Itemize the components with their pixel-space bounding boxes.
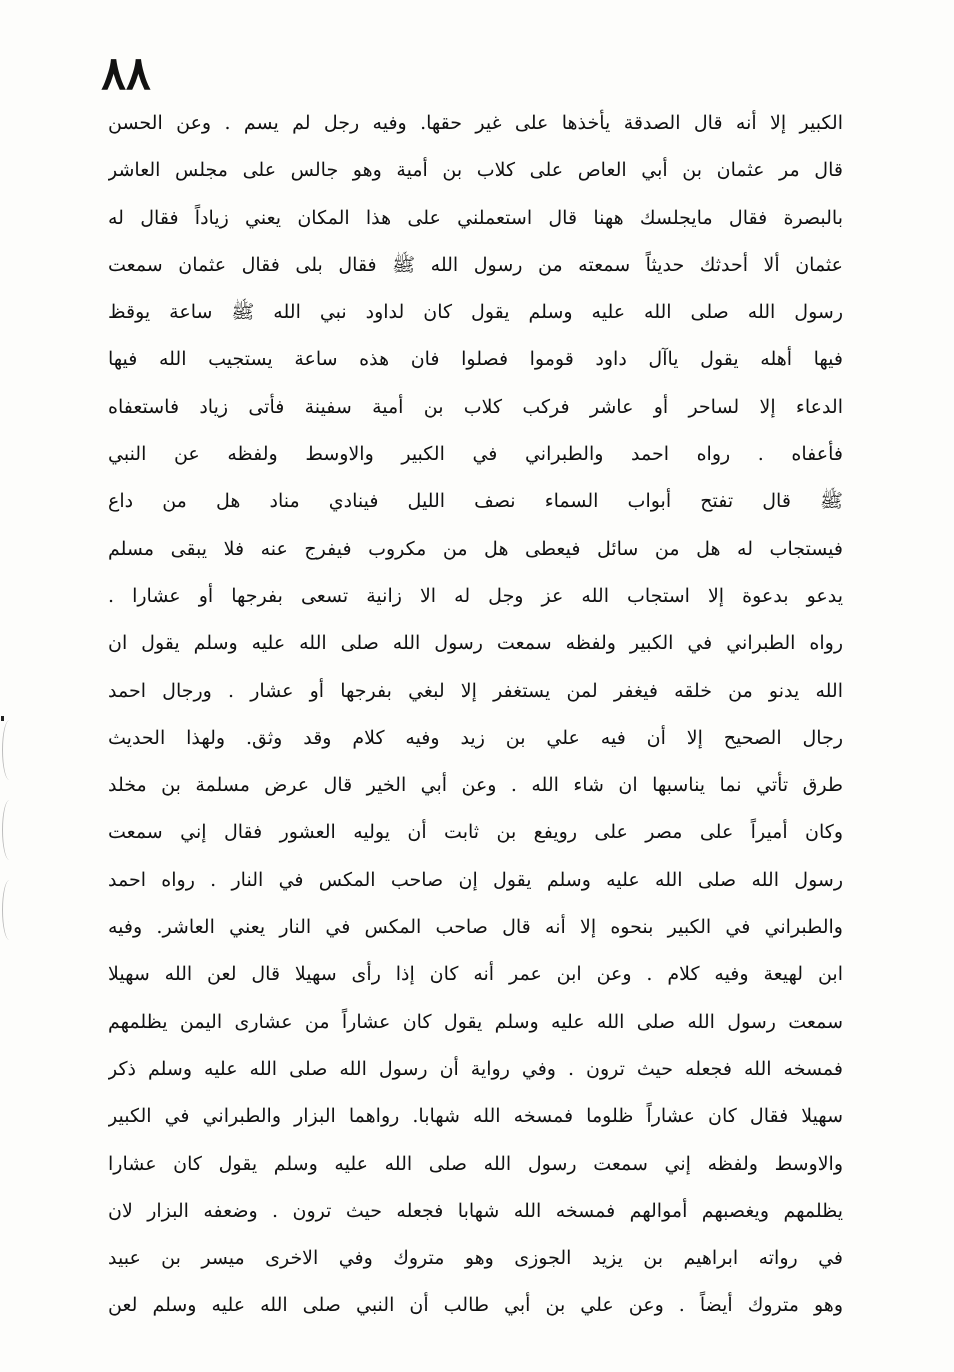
text-line: بالبصرة فقال مايجلسك ههنا قال استعملني على هذا المكان يعني زياداً فقال له: [108, 206, 843, 229]
text-line: فيها أهله يقول ياآل داود قوموا فصلوا فان هذه ساعة يستجيب الله فيها: [108, 348, 843, 371]
margin-stain: [2, 720, 17, 780]
text-line: سمعت رسول الله صلى الله عليه وسلم يقول كان عشاراً من عشارى اليمن يظلمهم: [108, 1010, 843, 1033]
text-line: فأعفاه . رواه احمد والطبراني في الكبير والاوسط ولفظه عن النبي: [108, 443, 843, 466]
text-line: والطبراني في الكبير بنحوه إلا أنه قال صاحب المكس في النار يعني العاشر. وفيه: [108, 916, 843, 939]
text-line: سهيلا فقال كان عشاراً ظلوما فمسخه الله شهابا. رواهما البزار والطبراني في الكبير: [108, 1105, 843, 1128]
text-line: ابن لهيعة وفيه كلام . وعن ابن عمر أنه كان إذا رأى سهيلا قال لعن الله سهيلا: [108, 963, 843, 986]
text-line: يظلمهم ويغصبهم أموالهم فمسخه الله شهابا فجعله حيث ترون . وضعفه البزار لان: [108, 1199, 843, 1222]
text-line: طرق تأتي نما يناسبها ان شاء الله . وعن أبي الخير قال عرض مسلمة بن مخلد: [108, 774, 843, 797]
margin-stain: [2, 880, 17, 940]
text-line: رسول الله صلى الله عليه وسلم يقول إن صاحب المكس في النار . رواه احمد: [108, 868, 843, 891]
text-line: فيستجاب له هل من سائل فيعطى هل من مكروب فيفرج عنه فلا يبقى مسلم: [108, 537, 843, 560]
text-line: فمسخه الله فجعله حيث ترون . وفي رواية أن رسول الله صلى الله عليه وسلم ذكر: [108, 1057, 843, 1080]
text-line: والاوسط ولفظه إني سمعت رسول الله صلى الله عليه وسلم يقول كان عشارا: [108, 1152, 843, 1175]
page-number: ٨٨: [101, 46, 151, 100]
body-text: [108, 100, 843, 1330]
text-line: الدعاء إلا لساحر أو عاشر فركب كلاب بن أمية سفينة فأتى زياد فاستعفاه: [108, 395, 843, 418]
margin-ink-mark: [1, 716, 4, 721]
text-line: رسول الله صلى الله عليه وسلم يقول كان لداود نبي الله ﷺ ساعة يوقظ: [108, 301, 843, 324]
margin-stain: [2, 800, 17, 860]
text-line: الكبير إلا أنه قال الصدقة يأخذها على غير حقها. وفيه رجل لم يسم . وعن الحسن: [108, 112, 843, 134]
text-line: ﷺ قال تفتح أبواب السماء نصف الليل فينادي مناد هل من داع: [108, 490, 843, 513]
text-line: قال مر عثمان بن أبي العاص على كلاب بن أمية وهو جالس على مجلس العاشر: [108, 159, 843, 182]
text-line: في رواته ابراهيم بن يزيد الجوزى وهو متروك وفي الاخرى ميسر بن عبيد: [108, 1247, 843, 1270]
text-line: عثمان ألا أحدثك حديثاً سمعته من رسول الله ﷺ فقال بلى فقال عثمان سمعت: [108, 253, 843, 276]
text-line: رجال الصحيح إلا أن فيه علي بن زيد وفيه كلام وقد وثق. ولهذا الحديث: [108, 726, 843, 749]
text-line: وهو متروك أيضاً . وعن علي بن أبي طالب أن النبي صلى الله عليه وسلم لعن: [108, 1294, 843, 1317]
text-line: الله يدنو من خلقه فيغفر لمن يستغفر إلا لبغي بفرجها أو عشار . ورجال احمد: [108, 679, 843, 702]
text-line: يدعو بدعوة إلا استجاب الله عز وجل له الا زانية تسعى بفرجها أو عشارا .: [108, 584, 843, 607]
text-line: رواه الطبراني في الكبير ولفظه سمعت رسول الله صلى الله عليه وسلم يقول ان: [108, 632, 843, 655]
text-line: وكان أميراً على مصر على رويفع بن ثابت أن يوليه العشور فقال إني سمعت: [108, 821, 843, 844]
